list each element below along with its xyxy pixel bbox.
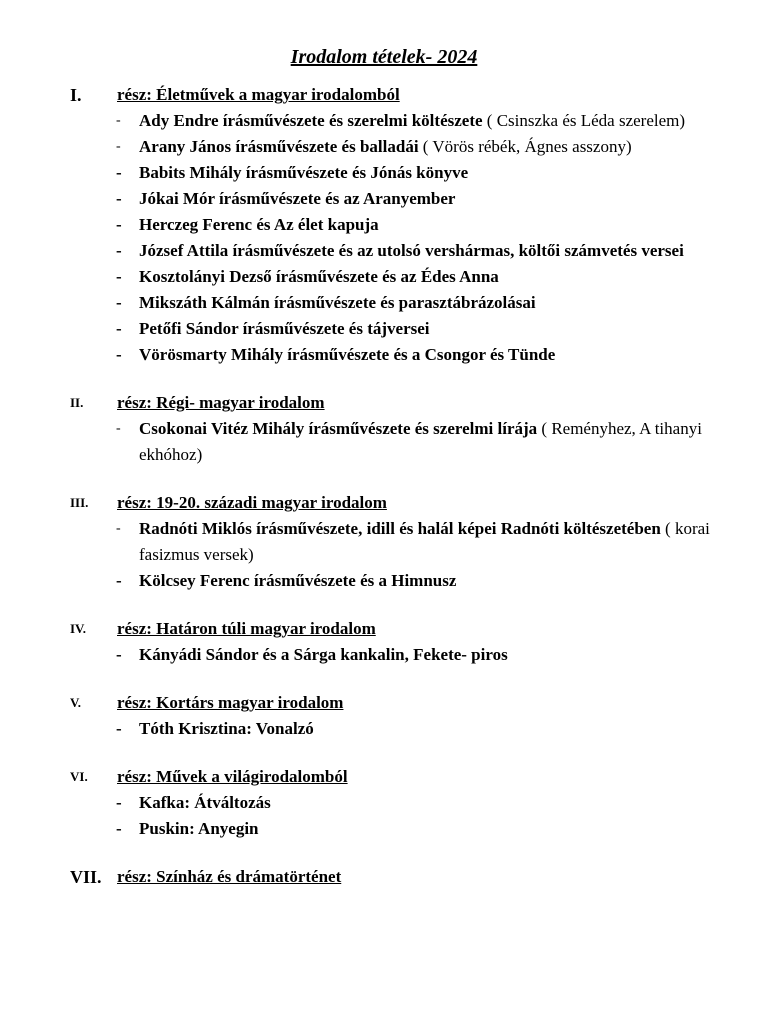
section-7 — [0, 864, 768, 890]
list-item — [0, 160, 768, 186]
list-dash: - — [116, 241, 122, 260]
section-title: rész: 19-20. századi magyar irodalom — [117, 493, 387, 512]
item-title: Csokonai Vitéz Mihály írásművészete és szerelmi lírája — [139, 419, 538, 438]
section-title: rész: Életművek a magyar irodalomból — [117, 85, 400, 104]
item-title: Arany János írásművészete és balladái — [139, 137, 419, 156]
section-numeral: III. — [70, 495, 89, 510]
list-dash: - — [116, 571, 122, 590]
item-title: Herczeg Ferenc és Az élet kapuja — [139, 215, 379, 234]
section-4 — [0, 616, 768, 668]
list-item — [0, 342, 768, 368]
list-dash: - — [116, 189, 122, 208]
list-dash: - — [116, 793, 122, 812]
section-numeral: VI. — [70, 769, 88, 784]
list-dash: - — [116, 215, 122, 234]
document-title: Irodalom tételek- 2024 — [290, 46, 478, 68]
item-note: ( korai fasizmus versek) — [139, 519, 710, 564]
list-dash: - — [116, 719, 122, 738]
list-dash: - — [116, 319, 122, 338]
section-numeral: IV. — [70, 621, 87, 636]
list-dash: - — [116, 139, 121, 154]
section-3 — [0, 490, 768, 594]
list-dash: - — [116, 421, 121, 436]
section-numeral: I. — [70, 85, 82, 105]
section-items — [0, 416, 768, 468]
item-note: ( Reményhez, A tihanyi ekhóhoz) — [139, 419, 702, 464]
list-dash: - — [116, 819, 122, 838]
section-heading — [0, 490, 768, 516]
section-title: rész: Határon túli magyar irodalom — [117, 619, 376, 638]
item-title: Puskin: Anyegin — [139, 819, 259, 838]
item-title: Radnóti Miklós írásművészete, idill és halál képei Radnóti költészetében — [139, 519, 661, 538]
section-items — [0, 516, 768, 594]
list-item — [0, 186, 768, 212]
list-dash: - — [116, 163, 122, 182]
section-items — [0, 642, 768, 668]
item-title: Ady Endre írásművészete és szerelmi költészete — [139, 111, 483, 130]
item-title: Jókai Mór írásművészete és az Aranyember — [139, 189, 456, 208]
list-item — [0, 516, 768, 568]
section-1 — [0, 82, 768, 368]
section-title: rész: Kortárs magyar irodalom — [117, 693, 344, 712]
section-numeral: V. — [70, 695, 81, 710]
section-heading — [0, 690, 768, 716]
section-numeral: VII. — [70, 867, 102, 887]
list-item — [0, 716, 768, 742]
list-item — [0, 238, 768, 264]
section-heading — [0, 864, 768, 890]
item-title: József Attila írásművészete és az utolsó vershármas, költői számvetés versei — [139, 241, 684, 260]
list-item — [0, 816, 768, 842]
list-item — [0, 416, 768, 468]
section-heading — [0, 764, 768, 790]
section-items — [0, 108, 768, 368]
list-item — [0, 316, 768, 342]
section-list — [0, 82, 768, 912]
section-title: rész: Régi- magyar irodalom — [117, 393, 325, 412]
list-item — [0, 290, 768, 316]
item-title: Kölcsey Ferenc írásművészete és a Himnusz — [139, 571, 457, 590]
list-dash: - — [116, 345, 122, 364]
list-item — [0, 134, 768, 160]
item-title: Tóth Krisztina: Vonalzó — [139, 719, 314, 738]
section-heading — [0, 82, 768, 108]
item-title: Kányádi Sándor és a Sárga kankalin, Fekete- piros — [139, 645, 508, 664]
list-item — [0, 264, 768, 290]
item-title: Vörösmarty Mihály írásművészete és a Csongor és Tünde — [139, 345, 556, 364]
list-item — [0, 212, 768, 238]
item-title: Petőfi Sándor írásművészete és tájversei — [139, 319, 430, 338]
list-item — [0, 790, 768, 816]
list-dash: - — [116, 293, 122, 312]
list-item — [0, 568, 768, 594]
item-title: Kosztolányi Dezső írásművészete és az Édes Anna — [139, 267, 499, 286]
item-note: ( Csinszka és Léda szerelem) — [482, 111, 686, 130]
item-note: ( Vörös rébék, Ágnes asszony) — [418, 137, 632, 156]
list-item — [0, 642, 768, 668]
section-5 — [0, 690, 768, 742]
list-dash: - — [116, 521, 121, 536]
section-2 — [0, 390, 768, 468]
section-title: rész: Színház és drámatörténet — [117, 867, 342, 886]
section-items — [0, 790, 768, 842]
section-heading — [0, 390, 768, 416]
section-heading — [0, 616, 768, 642]
section-items — [0, 716, 768, 742]
list-dash: - — [116, 113, 121, 128]
list-dash: - — [116, 267, 122, 286]
list-dash: - — [116, 645, 122, 664]
item-title: Mikszáth Kálmán írásművészete és parasztábrázolásai — [139, 293, 536, 312]
section-title: rész: Művek a világirodalomból — [117, 767, 348, 786]
item-title: Babits Mihály írásművészete és Jónás könyve — [139, 163, 469, 182]
item-title: Kafka: Átváltozás — [139, 793, 271, 812]
list-item — [0, 108, 768, 134]
section-6 — [0, 764, 768, 842]
section-numeral: II. — [70, 395, 84, 410]
